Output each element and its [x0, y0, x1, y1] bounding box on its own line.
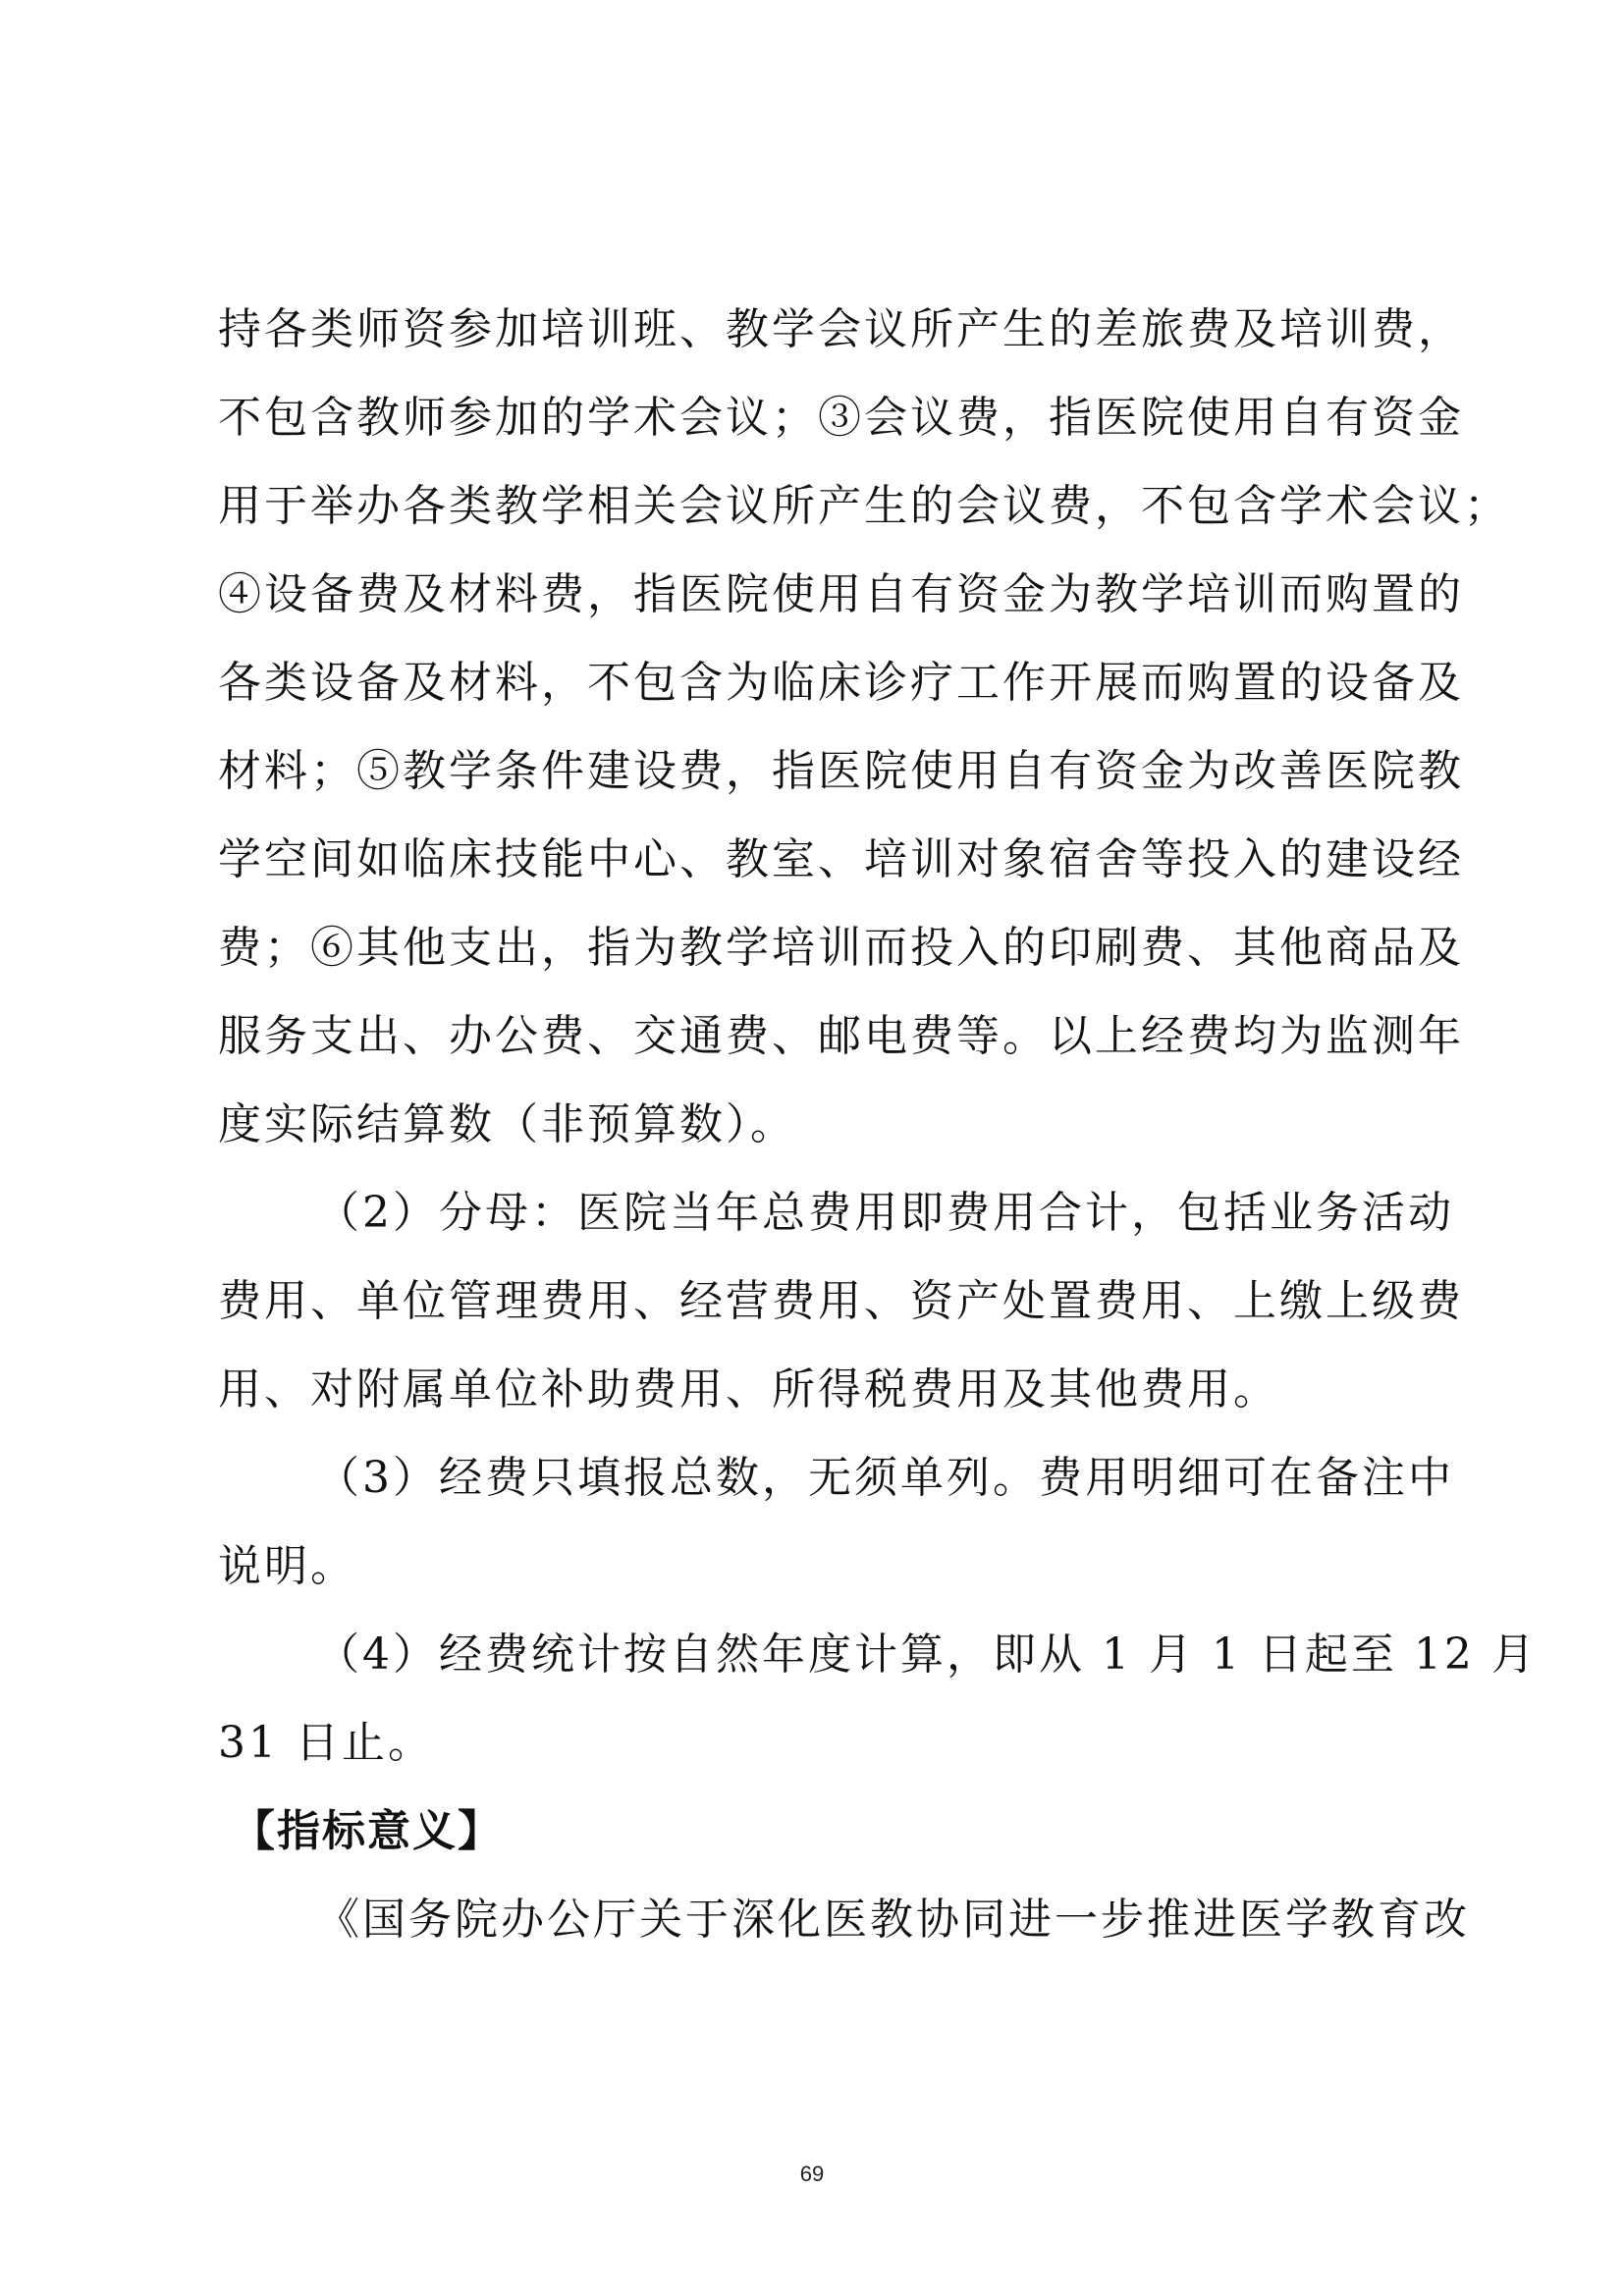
paragraph-total-only: （3）经费只填报总数，无须单列。费用明细可在备注中 — [316, 1453, 1454, 1503]
body-text-line: 学空间如临床技能中心、教室、培训对象宿舍等投入的建设经 — [218, 834, 1464, 884]
body-text-line: 用、对附属单位补助费用、所得税费用及其他费用。 — [218, 1364, 1279, 1415]
page-number: 69 — [799, 2162, 825, 2186]
paragraph-significance: 《国务院办公厅关于深化医教协同进一步推进医学教育改 — [316, 1895, 1470, 1945]
paragraph-calendar-year: （4）经费统计按自然年度计算，即从 1 月 1 日起至 12 月 — [316, 1629, 1538, 1680]
body-text-line: 用于举办各类教学相关会议所产生的会议费，不包含学术会议； — [218, 481, 1510, 531]
body-text-line: ④设备费及材料费，指医院使用自有资金为教学培训而购置的 — [218, 569, 1464, 619]
paragraph-denominator: （2）分母：医院当年总费用即费用合计，包括业务活动 — [316, 1188, 1454, 1238]
body-text-line: 费用、单位管理费用、经营费用、资产处置费用、上缴上级费 — [218, 1276, 1464, 1326]
body-text-line: 材料；⑤教学条件建设费，指医院使用自有资金为改善医院教 — [218, 746, 1464, 796]
body-text-line: 不包含教师参加的学术会议；③会议费，指医院使用自有资金 — [218, 393, 1464, 443]
body-text-line: 服务支出、办公费、交通费、邮电费等。以上经费均为监测年 — [218, 1011, 1464, 1061]
body-text-line: 各类设备及材料，不包含为临床诊疗工作开展而购置的设备及 — [218, 658, 1464, 708]
body-text-line: 费；⑥其他支出，指为教学培训而投入的印刷费、其他商品及 — [218, 923, 1464, 973]
body-text-line: 持各类师资参加培训班、教学会议所产生的差旅费及培训费， — [218, 304, 1464, 354]
body-text-line: 说明。 — [218, 1541, 356, 1591]
section-heading: 【指标意义】 — [232, 1806, 503, 1856]
body-text-line: 31 日止。 — [218, 1718, 434, 1768]
body-text-line: 度实际结算数（非预算数）。 — [218, 1099, 796, 1149]
